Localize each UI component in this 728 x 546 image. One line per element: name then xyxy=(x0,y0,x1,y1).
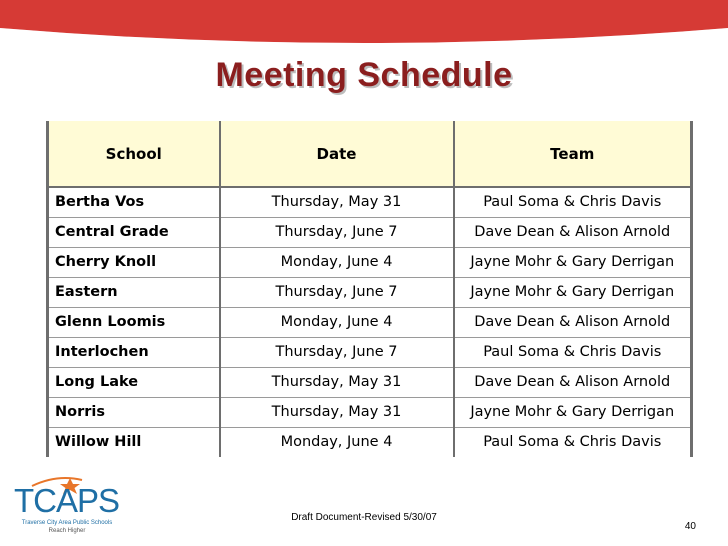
logo-wordmark: TCAPS xyxy=(14,482,120,519)
table-row xyxy=(48,427,692,457)
table-row xyxy=(48,397,692,427)
slide-title: Meeting Schedule xyxy=(215,56,513,94)
cell-date: Monday, June 4 xyxy=(220,307,454,337)
cell-date: Thursday, May 31 xyxy=(220,187,454,217)
cell-school: Eastern xyxy=(48,277,220,307)
cell-team: Paul Soma & Chris Davis xyxy=(454,187,692,217)
table-row xyxy=(48,307,692,337)
cell-date: Thursday, June 7 xyxy=(220,217,454,247)
cell-team: Paul Soma & Chris Davis xyxy=(454,427,692,457)
table-row xyxy=(48,247,692,277)
table-row xyxy=(48,337,692,367)
cell-date: Thursday, June 7 xyxy=(220,277,454,307)
cell-team: Dave Dean & Alison Arnold xyxy=(454,367,692,397)
footer-text: Draft Document-Revised 5/30/07 xyxy=(291,512,437,523)
cell-school: Long Lake xyxy=(48,367,220,397)
table-row xyxy=(48,277,692,307)
page-number: 40 xyxy=(684,521,696,532)
cell-school: Interlochen xyxy=(48,337,220,367)
cell-date: Monday, June 4 xyxy=(220,247,454,277)
tcaps-logo xyxy=(12,474,122,540)
cell-school: Willow Hill xyxy=(48,427,220,457)
cell-school: Cherry Knoll xyxy=(48,247,220,277)
cell-team: Jayne Mohr & Gary Derrigan xyxy=(454,277,692,307)
cell-team: Dave Dean & Alison Arnold xyxy=(454,307,692,337)
cell-team: Dave Dean & Alison Arnold xyxy=(454,217,692,247)
cell-date: Thursday, May 31 xyxy=(220,397,454,427)
cell-school: Norris xyxy=(48,397,220,427)
cell-team: Paul Soma & Chris Davis xyxy=(454,337,692,367)
cell-school: Glenn Loomis xyxy=(48,307,220,337)
logo-tagline-line2: Reach Higher xyxy=(48,528,86,534)
meeting-schedule-table xyxy=(46,121,693,457)
header-date: Date xyxy=(220,121,454,187)
table-row xyxy=(48,367,692,397)
table-row xyxy=(48,187,692,217)
cell-date: Monday, June 4 xyxy=(220,427,454,457)
header-school: School xyxy=(48,121,220,187)
cell-school: Bertha Vos xyxy=(48,187,220,217)
cell-date: Thursday, June 7 xyxy=(220,337,454,367)
cell-date: Thursday, May 31 xyxy=(220,367,454,397)
cell-team: Jayne Mohr & Gary Derrigan xyxy=(454,397,692,427)
top-red-band xyxy=(0,0,728,46)
table-row xyxy=(48,217,692,247)
schedule-table-container xyxy=(46,121,690,460)
table-header-row xyxy=(48,121,692,187)
cell-school: Central Grade xyxy=(48,217,220,247)
header-team: Team xyxy=(454,121,692,187)
logo-tagline-line1: Traverse City Area Public Schools xyxy=(21,520,113,526)
cell-team: Jayne Mohr & Gary Derrigan xyxy=(454,247,692,277)
